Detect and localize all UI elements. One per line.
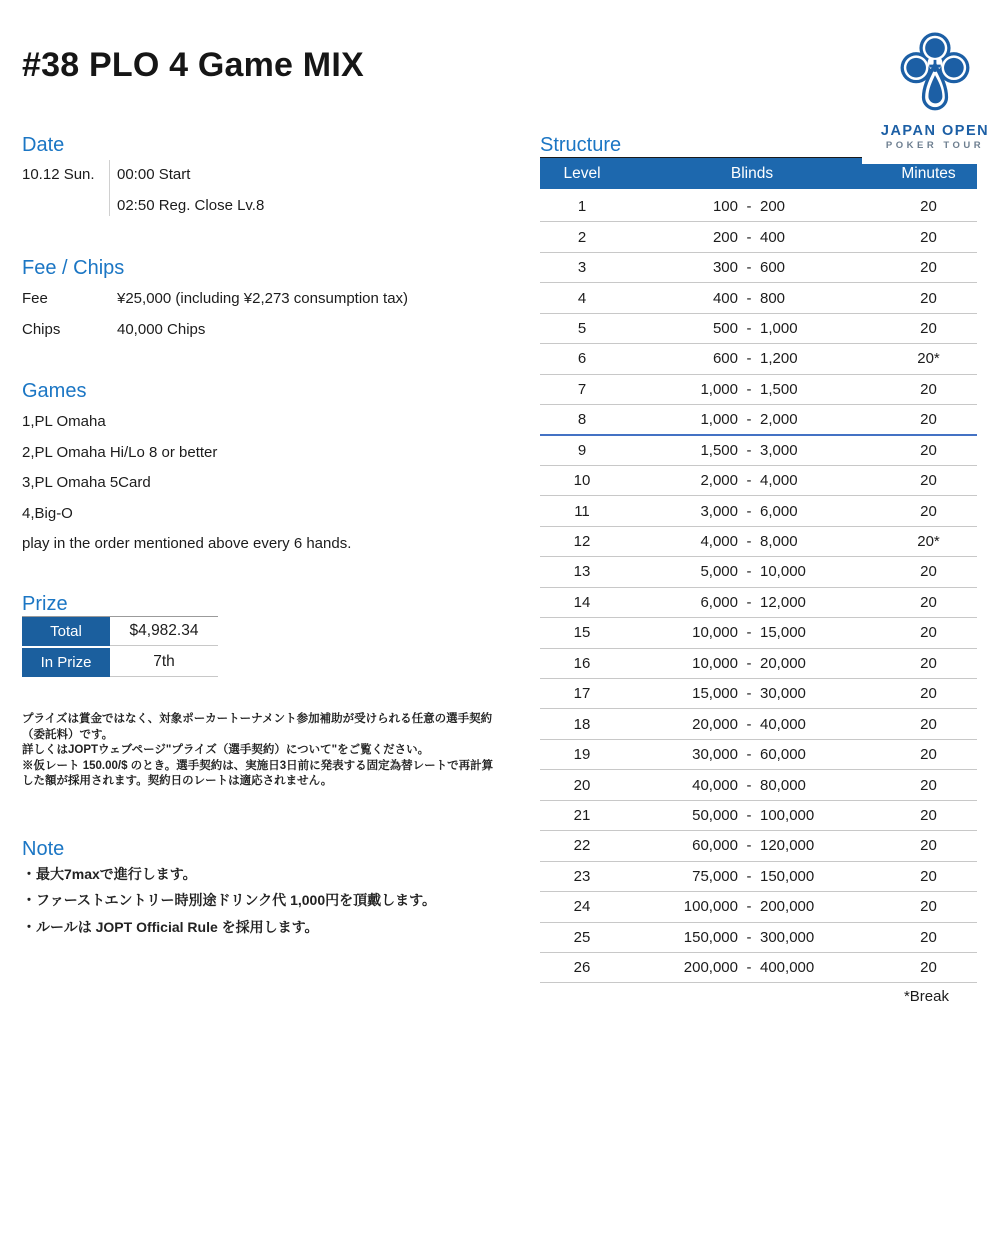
- fee-chips-heading: Fee / Chips: [22, 257, 125, 279]
- disclaimer-line: ※仮レート 150.00/$ のとき。選手契約は、実施日3日前に発表する固定為替レートで再計算した額が採用されます。契約日のレートは適応されません。: [22, 759, 494, 788]
- blinds-separator: -: [746, 593, 752, 611]
- blinds-separator: -: [746, 959, 752, 977]
- small-blind-cell: 50,000: [692, 806, 738, 824]
- structure-row: [540, 801, 977, 831]
- small-blind-cell: 5,000: [700, 563, 738, 581]
- small-blind-cell: 1,000: [700, 380, 738, 398]
- column-header-level: Level: [563, 164, 601, 182]
- disclaimer-line: プライズは賞金ではなく、対象ポーカートーナメント参加補助が受けられる任意の選手契約（委託料）です。: [22, 713, 493, 741]
- level-cell: 4: [577, 289, 587, 307]
- small-blind-cell: 150,000: [683, 928, 738, 946]
- minutes-cell: 20: [920, 898, 937, 916]
- big-blind-cell: 30,000: [760, 685, 806, 703]
- prize-total-label: Total: [22, 617, 110, 646]
- blinds-separator: -: [746, 715, 752, 733]
- structure-heading: Structure: [540, 134, 622, 156]
- big-blind-cell: 200: [760, 198, 786, 216]
- blinds-separator: -: [746, 289, 752, 307]
- minutes-cell: 20: [920, 502, 937, 520]
- blinds-separator: -: [746, 898, 752, 916]
- level-cell: 26: [573, 959, 591, 977]
- structure-row: [540, 679, 977, 709]
- level-cell: 1: [577, 198, 587, 216]
- blinds-separator: -: [746, 624, 752, 642]
- small-blind-cell: 300: [712, 259, 738, 277]
- level-cell: 10: [573, 472, 591, 490]
- big-blind-cell: 2,000: [760, 410, 798, 428]
- minutes-cell: 20: [920, 624, 937, 642]
- level-cell: 18: [573, 715, 591, 733]
- chips-label: Chips: [22, 321, 61, 338]
- structure-row: [540, 557, 977, 587]
- blinds-separator: -: [746, 806, 752, 824]
- minutes-cell: 20: [920, 441, 937, 459]
- blinds-separator: -: [746, 837, 752, 855]
- structure-row: [540, 192, 977, 222]
- blinds-separator: -: [746, 685, 752, 703]
- prize-inprize-value: 7th: [110, 648, 218, 677]
- blinds-separator: -: [746, 563, 752, 581]
- structure-row: [540, 862, 977, 892]
- blinds-separator: -: [746, 228, 752, 246]
- structure-row: [540, 314, 977, 344]
- big-blind-cell: 400,000: [760, 959, 815, 977]
- big-blind-cell: 200,000: [760, 898, 815, 916]
- chips-row: [22, 321, 492, 338]
- minutes-cell: 20*: [917, 533, 940, 551]
- prize-row-total: [22, 617, 218, 646]
- minutes-cell: 20: [920, 593, 937, 611]
- big-blind-cell: 120,000: [760, 837, 815, 855]
- minutes-cell: 20: [920, 806, 937, 824]
- level-cell: 22: [573, 837, 591, 855]
- small-blind-cell: 500: [712, 319, 738, 337]
- level-cell: 8: [577, 410, 587, 428]
- level-cell: 12: [573, 533, 591, 551]
- structure-row: [540, 709, 977, 739]
- blinds-separator: -: [746, 259, 752, 277]
- level-cell: 20: [573, 776, 591, 794]
- minutes-cell: 20: [920, 715, 937, 733]
- note-heading: Note: [22, 838, 65, 860]
- big-blind-cell: 150,000: [760, 867, 815, 885]
- prize-inprize-label: In Prize: [22, 648, 110, 677]
- game-item: 1,PL Omaha: [22, 413, 106, 430]
- prize-disclaimer: [22, 712, 494, 790]
- big-blind-cell: 1,500: [760, 380, 798, 398]
- date-divider: [109, 160, 110, 216]
- minutes-cell: 20: [920, 380, 937, 398]
- blinds-separator: -: [746, 654, 752, 672]
- small-blind-cell: 6,000: [700, 593, 738, 611]
- jopt-logo: [856, 28, 1002, 151]
- small-blind-cell: 15,000: [692, 685, 738, 703]
- big-blind-cell: 10,000: [760, 563, 806, 581]
- level-cell: 21: [573, 806, 591, 824]
- structure-row: [540, 892, 977, 922]
- note-item: ・最大7maxで進行します。: [22, 866, 197, 882]
- big-blind-cell: 60,000: [760, 746, 806, 764]
- minutes-cell: 20: [920, 198, 937, 216]
- minutes-cell: 20: [920, 410, 937, 428]
- minutes-cell: 20: [920, 685, 937, 703]
- structure-row: [540, 375, 977, 405]
- structure-row: [540, 649, 977, 679]
- big-blind-cell: 20,000: [760, 654, 806, 672]
- games-footer: play in the order mentioned above every 6 hands.: [22, 535, 352, 553]
- level-cell: 11: [574, 502, 590, 520]
- big-blind-cell: 1,200: [760, 350, 798, 368]
- big-blind-cell: 15,000: [760, 624, 806, 642]
- structure-row: [540, 831, 977, 861]
- small-blind-cell: 4,000: [700, 533, 738, 551]
- big-blind-cell: 80,000: [760, 776, 806, 794]
- blinds-separator: -: [746, 502, 752, 520]
- blinds-separator: -: [746, 776, 752, 794]
- small-blind-cell: 600: [712, 350, 738, 368]
- logo-text-secondary: POKER TOUR: [885, 140, 985, 151]
- prize-total-value: $4,982.34: [110, 617, 218, 646]
- date-value: 10.12 Sun.: [22, 166, 95, 183]
- level-cell: 24: [573, 898, 591, 916]
- small-blind-cell: 2,000: [700, 472, 738, 490]
- minutes-cell: 20: [920, 319, 937, 337]
- structure-table-header: [540, 158, 977, 189]
- level-cell: 3: [577, 259, 587, 277]
- small-blind-cell: 10,000: [692, 654, 738, 672]
- reg-close-time: 02:50 Reg. Close Lv.8: [117, 197, 265, 214]
- fee-value: ¥25,000 (including ¥2,273 consumption tax): [117, 290, 409, 307]
- blinds-separator: -: [746, 350, 752, 368]
- structure-table: [540, 157, 977, 983]
- page-title: #38 PLO 4 Game MIX: [22, 46, 364, 84]
- minutes-cell: 20: [920, 259, 937, 277]
- break-note: *Break: [903, 988, 949, 1005]
- level-cell: 23: [573, 867, 591, 885]
- structure-row: [540, 770, 977, 800]
- small-blind-cell: 75,000: [692, 867, 738, 885]
- small-blind-cell: 400: [712, 289, 738, 307]
- structure-row: [540, 953, 977, 983]
- start-time: 00:00 Start: [117, 166, 191, 183]
- games-heading: Games: [22, 380, 87, 402]
- level-cell: 6: [577, 350, 587, 368]
- structure-row: [540, 253, 977, 283]
- small-blind-cell: 200,000: [683, 959, 738, 977]
- fee-label: Fee: [22, 290, 48, 307]
- small-blind-cell: 200: [712, 228, 738, 246]
- games-list: [22, 413, 502, 552]
- big-blind-cell: 300,000: [760, 928, 815, 946]
- small-blind-cell: 40,000: [692, 776, 738, 794]
- minutes-cell: 20: [920, 867, 937, 885]
- game-item: 3,PL Omaha 5Card: [22, 474, 151, 492]
- structure-row: [540, 344, 977, 374]
- big-blind-cell: 400: [760, 228, 786, 246]
- small-blind-cell: 100: [712, 198, 738, 216]
- small-blind-cell: 1,000: [700, 410, 738, 428]
- minutes-cell: 20: [920, 654, 937, 672]
- date-heading: Date: [22, 134, 65, 156]
- structure-row: [540, 527, 977, 557]
- column-header-blinds: Blinds: [730, 164, 774, 182]
- small-blind-cell: 1,500: [700, 441, 738, 459]
- big-blind-cell: 40,000: [760, 715, 806, 733]
- minutes-cell: 20: [920, 837, 937, 855]
- blinds-separator: -: [746, 380, 752, 398]
- prize-row-inprize: [22, 648, 218, 677]
- level-cell: 13: [573, 563, 591, 581]
- structure-row: [540, 466, 977, 496]
- level-cell: 25: [573, 928, 591, 946]
- structure-table-rows: [540, 192, 977, 983]
- big-blind-cell: 1,000: [760, 319, 798, 337]
- structure-row: [540, 405, 977, 435]
- minutes-cell: 20: [920, 472, 937, 490]
- note-list: [22, 861, 502, 940]
- level-cell: 16: [573, 654, 591, 672]
- big-blind-cell: 12,000: [760, 593, 806, 611]
- disclaimer-line: 詳しくはJOPTウェブページ"プライズ（選手契約）について"をご覧ください。: [22, 744, 430, 757]
- small-blind-cell: 10,000: [692, 624, 738, 642]
- small-blind-cell: 20,000: [692, 715, 738, 733]
- small-blind-cell: 3,000: [700, 502, 738, 520]
- structure-row: [540, 618, 977, 648]
- blinds-separator: -: [746, 441, 752, 459]
- small-blind-cell: 100,000: [683, 898, 738, 916]
- minutes-cell: 20: [920, 563, 937, 581]
- minutes-cell: 20*: [917, 350, 940, 368]
- blinds-separator: -: [746, 319, 752, 337]
- header-notch: [862, 157, 977, 164]
- structure-row: [540, 923, 977, 953]
- structure-row: [540, 436, 977, 466]
- minutes-cell: 20: [920, 776, 937, 794]
- fee-row: [22, 290, 492, 307]
- structure-row: [540, 588, 977, 618]
- big-blind-cell: 600: [760, 259, 786, 277]
- blinds-separator: -: [746, 928, 752, 946]
- minutes-cell: 20: [920, 228, 937, 246]
- big-blind-cell: 3,000: [760, 441, 798, 459]
- big-blind-cell: 6,000: [760, 502, 798, 520]
- minutes-cell: 20: [920, 959, 937, 977]
- game-item: 4,Big-O: [22, 504, 73, 522]
- big-blind-cell: 800: [760, 289, 786, 307]
- note-item: ・ファーストエントリー時別途ドリンク代 1,000円を頂戴します。: [22, 892, 436, 909]
- blinds-separator: -: [746, 198, 752, 216]
- big-blind-cell: 100,000: [760, 806, 815, 824]
- big-blind-cell: 4,000: [760, 472, 798, 490]
- structure-row: [540, 740, 977, 770]
- level-cell: 2: [577, 228, 587, 246]
- blinds-separator: -: [746, 472, 752, 490]
- chips-value: 40,000 Chips: [117, 321, 206, 338]
- logo-text-primary: JAPAN OPEN: [880, 123, 990, 139]
- level-cell: 5: [577, 319, 587, 337]
- structure-row: [540, 496, 977, 526]
- level-cell: 17: [573, 685, 591, 703]
- structure-row: [540, 283, 977, 313]
- minutes-cell: 20: [920, 746, 937, 764]
- level-cell: 15: [573, 624, 591, 642]
- minutes-cell: 20: [920, 928, 937, 946]
- blinds-separator: -: [746, 867, 752, 885]
- level-cell: 7: [577, 380, 587, 398]
- prize-table: [22, 616, 218, 679]
- level-cell: 14: [573, 593, 591, 611]
- level-cell: 9: [577, 441, 587, 459]
- club-drop-icon: [894, 28, 976, 114]
- big-blind-cell: 8,000: [760, 533, 798, 551]
- game-item: 2,PL Omaha Hi/Lo 8 or better: [22, 443, 218, 461]
- small-blind-cell: 60,000: [692, 837, 738, 855]
- minutes-cell: 20: [920, 289, 937, 307]
- column-header-minutes: Minutes: [901, 164, 956, 182]
- blinds-separator: -: [746, 746, 752, 764]
- small-blind-cell: 30,000: [692, 746, 738, 764]
- structure-row: [540, 222, 977, 252]
- note-item: ・ルールは JOPT Official Rule を採用します。: [22, 918, 319, 935]
- prize-heading: Prize: [22, 593, 68, 615]
- blinds-separator: -: [746, 533, 752, 551]
- level-cell: 19: [573, 746, 591, 764]
- blinds-separator: -: [746, 410, 752, 428]
